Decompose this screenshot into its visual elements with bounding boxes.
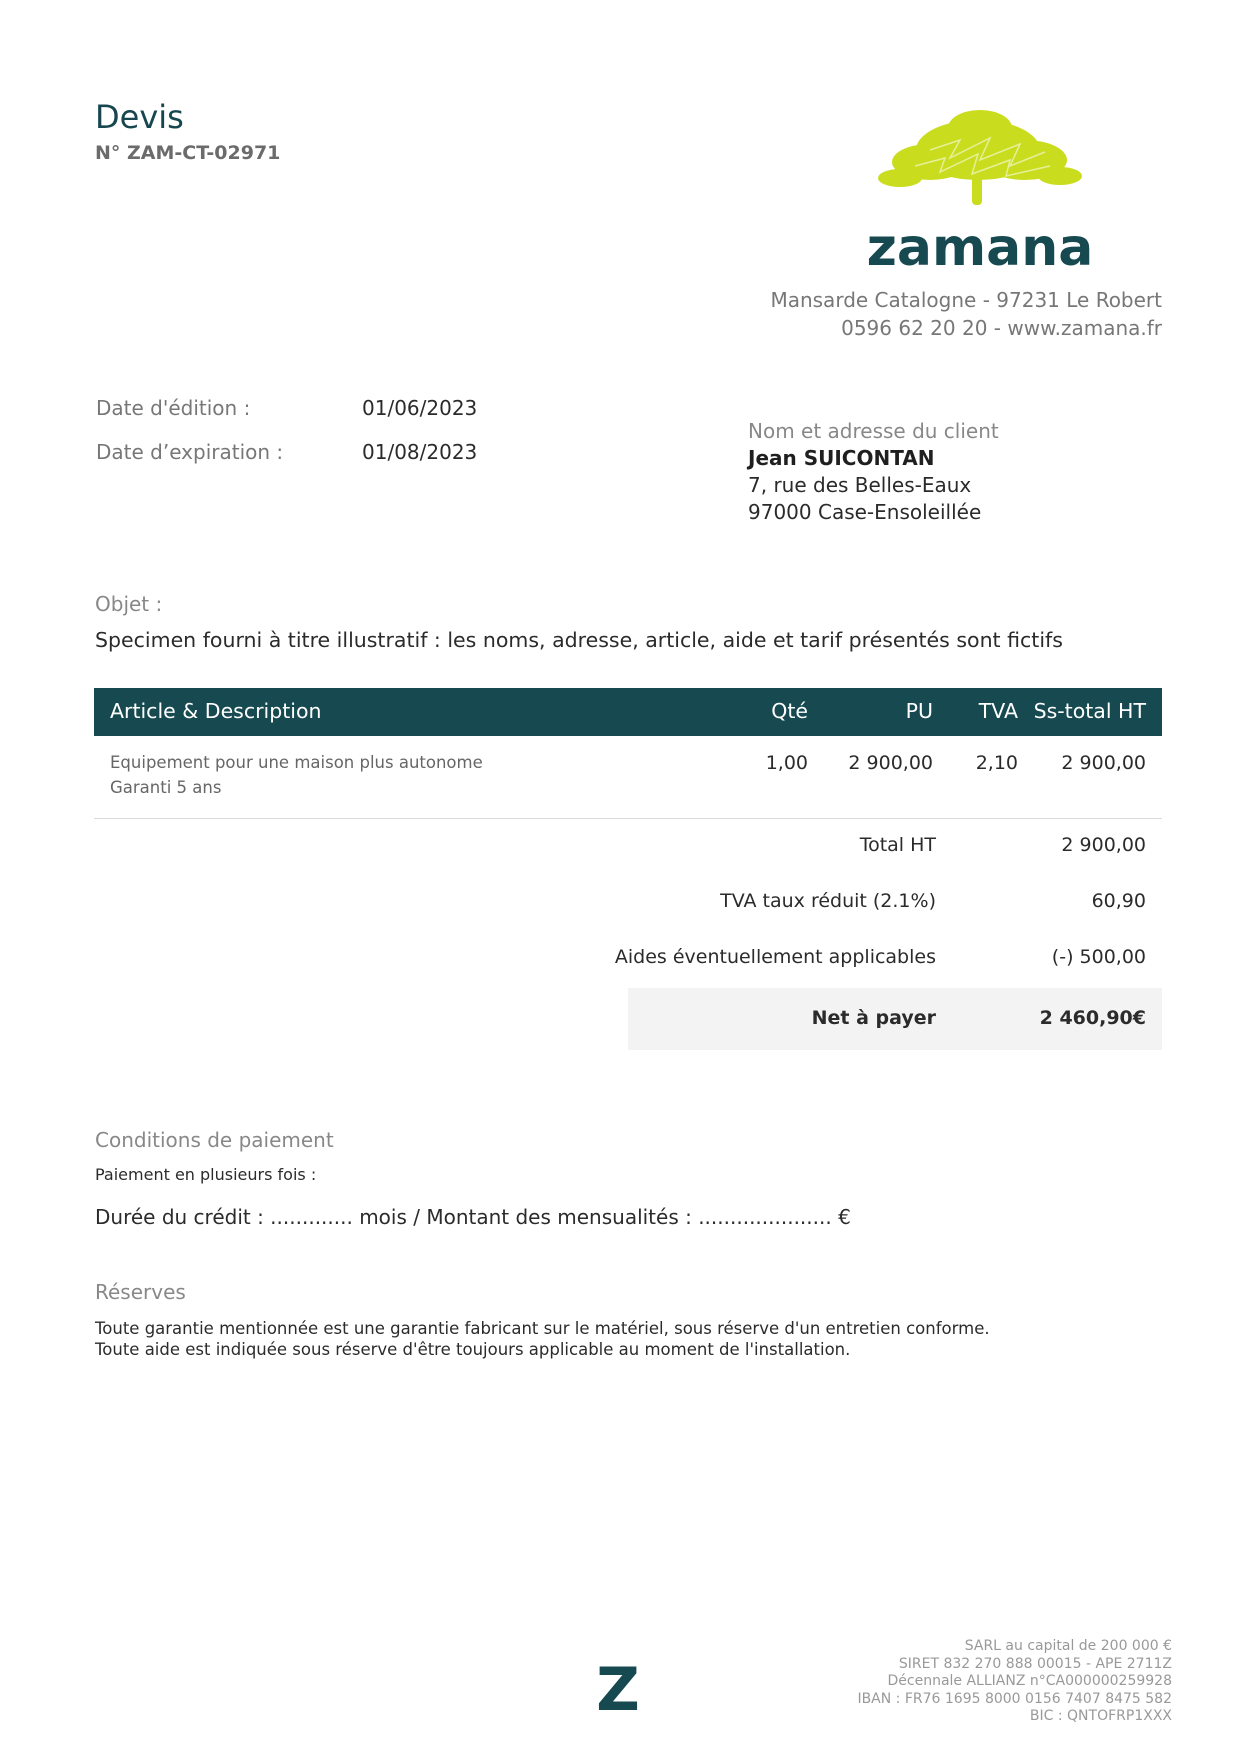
client-street: 7, rue des Belles-Eaux [748, 473, 972, 497]
row-pu: 2 900,00 [848, 752, 933, 774]
client-city: 97000 Case-Ensoleillée [748, 500, 982, 524]
client-block [748, 418, 999, 526]
aides-value: (-) 500,00 [1051, 946, 1146, 968]
reserves-title: Réserves [95, 1280, 186, 1304]
company-address-line2: 0596 62 20 20 - www.zamana.fr [841, 316, 1162, 340]
reserves-line2: Toute aide est indiquée sous réserve d'être toujours applicable au moment de l'installation. [95, 1340, 851, 1359]
object-label: Objet : [95, 592, 163, 616]
legal-bic: BIC : QNTOFRP1XXX [1029, 1708, 1172, 1724]
tva-value: 60,90 [1091, 890, 1146, 912]
header-tva: TVA [978, 699, 1018, 723]
reserves-line1: Toute garantie mentionnée est une garantie fabricant sur le matériel, sous réserve d'un entretien conforme. [95, 1319, 990, 1338]
reserves-text [95, 1318, 990, 1360]
svg-text:zamana: zamana [866, 218, 1094, 278]
edition-date-value: 01/06/2023 [362, 396, 478, 420]
totals-block [614, 818, 1162, 1050]
document-title: Devis [95, 98, 184, 136]
legal-siret: SIRET 832 270 888 00015 - APE 2711Z [898, 1655, 1172, 1672]
footer-z-logo [594, 1660, 642, 1716]
header-qty: Qté [771, 699, 808, 723]
object-text: Specimen fourni à titre illustratif : les noms, adresse, article, aide et tarif présentés sont fictifs [95, 628, 1063, 652]
credit-line: Durée du crédit : ............. mois / Montant des mensualités : ..................... € [95, 1205, 851, 1229]
row-description-line2: Garanti 5 ans [110, 778, 222, 797]
row-tva: 2,10 [975, 752, 1018, 774]
aides-row [614, 930, 1162, 986]
table-header [94, 688, 1162, 736]
legal-iban: IBAN : FR76 1695 8000 0156 7407 8475 582 [857, 1690, 1172, 1707]
net-row [628, 988, 1162, 1050]
aides-label: Aides éventuellement applicables [614, 946, 936, 968]
legal-capital: SARL au capital de 200 000 € [964, 1638, 1172, 1654]
net-value: 2 460,90€ [1039, 1007, 1146, 1029]
legal-info [752, 1638, 1172, 1726]
row-subtotal: 2 900,00 [1061, 752, 1146, 774]
header-subtotal: Ss-total HT [1033, 699, 1146, 723]
total-ht-value: 2 900,00 [1061, 834, 1146, 856]
company-address-line1: Mansarde Catalogne - 97231 Le Robert [770, 288, 1162, 312]
tva-row [628, 874, 1162, 930]
tva-label: TVA taux réduit (2.1%) [720, 890, 936, 912]
payment-title: Conditions de paiement [95, 1128, 334, 1152]
legal-insurance: Décennale ALLIANZ n°CA000000259928 [887, 1673, 1172, 1689]
client-name: Jean SUICONTAN [748, 446, 935, 470]
expiration-date-value: 01/08/2023 [362, 440, 478, 464]
net-label: Net à payer [811, 1007, 936, 1029]
tree-icon [878, 110, 1082, 205]
row-description-line1: Equipement pour une maison plus autonome [110, 753, 483, 772]
row-description [110, 750, 483, 800]
company-address [662, 286, 1162, 342]
zamana-logo [860, 100, 1100, 280]
header-description: Article & Description [110, 699, 322, 723]
header-pu: PU [905, 699, 933, 723]
svg-text:Z: Z [596, 1660, 640, 1716]
total-ht-label: Total HT [859, 834, 936, 856]
total-ht-row [628, 818, 1162, 874]
expiration-date-label: Date d’expiration : [96, 440, 284, 464]
quote-number: N° ZAM-CT-02971 [95, 142, 281, 164]
payment-subtitle: Paiement en plusieurs fois : [95, 1165, 317, 1184]
items-table [94, 688, 1162, 819]
client-label: Nom et adresse du client [748, 419, 999, 443]
table-row [94, 736, 1162, 819]
row-qty: 1,00 [765, 752, 808, 774]
edition-date-label: Date d'édition : [96, 396, 251, 420]
